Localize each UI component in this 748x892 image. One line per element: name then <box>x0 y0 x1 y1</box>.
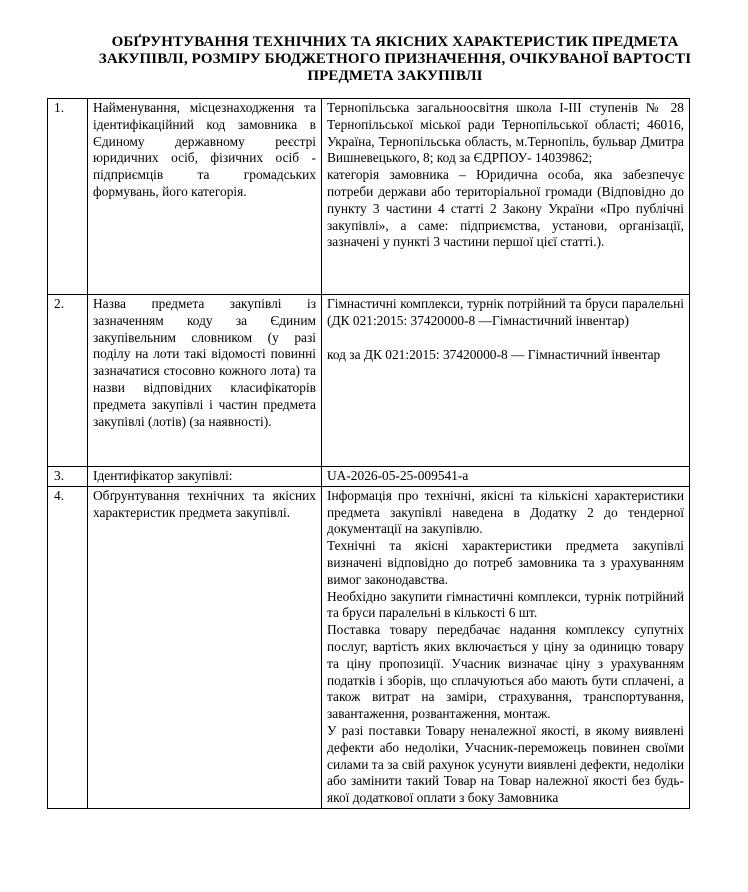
row-label <box>88 486 322 808</box>
row-label-text: Назва предмета закупівлі із зазначенням коду за Єдиним закупівельним словником (у разі поділу на лоти такі відомості повинні зазначатися стосовно кожного лота) та назви відповідних класифікаторів предмета закупівлі і частин предмета закупівлі (лотів) (за наявності). <box>93 296 316 429</box>
customer-category-text: категорія замовника – Юридична особа, яка забезпечує потреби держави або територіальної громади (Відповідно до пункту 3 частини 4 статті 2 Закону України «Про публічні закупівлі», а саме: підприємства, установи, організації, зазначені у пункті 3 частини першої цієї статті.). <box>327 167 684 250</box>
row-label <box>88 99 322 295</box>
row-number: 1. <box>48 99 88 295</box>
row-label-text: Ідентифікатор закупівлі: <box>93 468 233 483</box>
requirements-text: Технічні та якісні характеристики предмета закупівлі визначені відповідно до потреб замовника та з урахуванням вимог законодавства. <box>327 538 684 587</box>
row-label <box>88 467 322 487</box>
row-number: 3. <box>48 467 88 487</box>
delivery-terms-text: Поставка товару передбачає надання комплексу супутніх послуг, вартість яких включається у ціну за одиницю товару та ціну пропозиції. Учасник визначає ціну з урахуванням податків і зборів, що сплачуються або мають бути сплачені, а також витрат на заміри, страхування, транспортування, завантаження, розвантаження, монтаж. <box>327 622 684 722</box>
paragraph-gap <box>327 330 684 347</box>
row-value <box>322 99 690 295</box>
subject-code-text: код за ДК 021:2015: 37420000-8 — Гімнастичний інвентар <box>327 346 661 362</box>
quantity-text: Необхідно закупити гімнастичні комплекси, турнік потрійний та бруси паралельні в кількості 6 шт. <box>327 588 684 621</box>
procurement-id-text: UA-2026-05-25-009541-a <box>327 468 469 483</box>
row-number: 2. <box>48 295 88 467</box>
subject-name-text: Гімнастичні комплекси, турнік потрійний та бруси паралельні (ДК 021:2015: 37420000-8 —Гімнастичний інвентар) <box>327 296 684 328</box>
defects-terms-text: У разі поставки Товару неналежної якості, в якому виявлені дефекти або недоліки, Учасник-переможець повинен своїми силами та за свій рахунок усунути виявлені дефекти, недоліки або замінити такий Товар на Товар належної якості без будь-якої додаткової оплати з боку Замовника <box>327 722 684 806</box>
document-title <box>60 34 730 85</box>
row-label-text: Найменування, місцезнаходження та ідентифікаційний код замовника в Єдиному державному реєстрі юридичних осіб, фізичних осіб - підприємців та громадських формувань, його категорія. <box>93 100 316 199</box>
row-number: 4. <box>48 486 88 808</box>
title-line-1: ОБҐРУНТУВАННЯ ТЕХНІЧНИХ ТА ЯКІСНИХ ХАРАКТЕРИСТИК ПРЕДМЕТА <box>111 34 679 50</box>
table-row <box>48 99 690 295</box>
table-row <box>48 486 690 808</box>
row-value <box>322 486 690 808</box>
customer-info-text: Тернопільська загальноосвітня школа І-ІІІ ступенів № 28 Тернопільської міської ради Тернопільської області; 46016, Україна, Тернопільська область, м.Тернопіль, бульвар Дмитра Вишневецького, 8; код за ЄДРПОУ- 14039862; <box>327 100 684 166</box>
table-row <box>48 295 690 467</box>
characteristics-text: Інформація про технічні, якісні та кількісні характеристики предмета закупівлі наведена в Додатку 2 до тендерної документації на закупівлю. <box>327 487 684 537</box>
title-line-3: ПРЕДМЕТА ЗАКУПІВЛІ <box>307 68 483 84</box>
justification-table <box>47 98 690 809</box>
row-label <box>88 295 322 467</box>
row-label-text: Обґрунтування технічних та якісних характеристик предмета закупівлі. <box>93 487 316 520</box>
row-value <box>322 295 690 467</box>
title-line-2: ЗАКУПІВЛІ, РОЗМІРУ БЮДЖЕТНОГО ПРИЗНАЧЕННЯ, ОЧІКУВАНОЇ ВАРТОСТІ <box>98 51 692 67</box>
table-row <box>48 467 690 487</box>
row-value <box>322 467 690 487</box>
